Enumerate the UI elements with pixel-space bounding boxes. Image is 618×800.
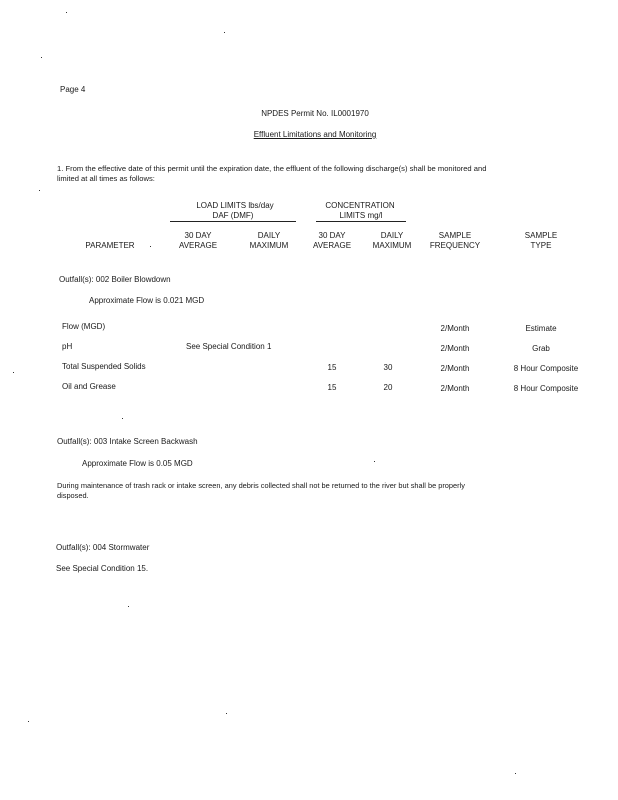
table-row-load-note: See Special Condition 1 [186,342,272,351]
load-limits-subheader: DAF (DMF) [170,211,296,222]
table-row-conc-30day: 15 [327,383,337,392]
outfall-004-title: Outfall(s): 004 Stormwater [56,543,150,552]
outfall-002-title: Outfall(s): 002 Boiler Blowdown [59,275,171,284]
scan-speck [41,57,42,58]
column-header-conc-daily: DAILY [380,231,404,240]
outfall-003-flow-note: Approximate Flow is 0.05 MGD [82,459,193,468]
intro-text-line-2: limited at all times as follows: [57,174,155,183]
outfall-003-title: Outfall(s): 003 Intake Screen Backwash [57,437,198,446]
column-header-frequency: SAMPLE [438,231,472,240]
column-header-conc-daily-sub: MAXIMUM [372,241,412,250]
table-row-frequency: 2/Month [440,324,470,333]
scan-speck [39,190,40,191]
scan-speck [150,246,151,247]
scan-speck [224,32,225,33]
scan-speck [128,606,129,607]
table-row-parameter: pH [62,342,73,351]
column-header-frequency-sub: FREQUENCY [429,241,481,250]
load-limits-header: LOAD LIMITS lbs/day [196,201,274,210]
scan-speck [122,418,123,419]
table-row-frequency: 2/Month [440,344,470,353]
column-header-load-daily: DAILY [257,231,281,240]
section-title: Effluent Limitations and Monitoring [253,130,377,139]
column-header-load-daily-sub: MAXIMUM [249,241,289,250]
table-row-parameter: Oil and Grease [62,382,116,391]
outfall-003-note-line-1: During maintenance of trash rack or intake screen, any debris collected shall not be returned to the river but shall be properly [57,481,465,490]
column-header-conc-30day-sub: AVERAGE [312,241,352,250]
page-number: Page 4 [60,85,86,94]
table-row-conc-daily: 20 [383,383,393,392]
scan-speck [374,461,375,462]
outfall-002-flow-note: Approximate Flow is 0.021 MGD [89,296,205,305]
scan-speck [28,721,29,722]
table-row-sample-type: 8 Hour Composite [513,364,579,373]
column-header-type: SAMPLE [524,231,558,240]
outfall-004-note: See Special Condition 15. [56,564,149,573]
scan-speck [13,372,14,373]
table-row-sample-type: Estimate [525,324,557,333]
table-row-parameter: Total Suspended Solids [62,362,146,371]
concentration-header: CONCENTRATION [325,201,395,210]
table-row-conc-30day: 15 [327,363,337,372]
concentration-subheader: LIMITS mg/l [316,211,406,222]
column-header-type-sub: TYPE [530,241,552,250]
outfall-003-note-line-2: disposed. [57,491,89,500]
scan-speck [515,773,516,774]
column-header-load-30day-sub: AVERAGE [178,241,218,250]
table-row-conc-daily: 30 [383,363,393,372]
column-header-load-30day: 30 DAY [184,231,212,240]
table-row-frequency: 2/Month [440,384,470,393]
intro-text-line-1: 1. From the effective date of this permit until the expiration date, the effluent of the following discharge(s) shall be monitored and [57,164,487,173]
scan-speck [66,12,67,13]
column-header-parameter: PARAMETER [85,241,135,250]
table-row-sample-type: Grab [532,344,550,353]
table-row-parameter: Flow (MGD) [62,322,106,331]
permit-number: NPDES Permit No. IL0001970 [261,109,369,118]
scan-speck [226,713,227,714]
table-row-frequency: 2/Month [440,364,470,373]
column-header-conc-30day: 30 DAY [318,231,346,240]
table-row-sample-type: 8 Hour Composite [513,384,579,393]
